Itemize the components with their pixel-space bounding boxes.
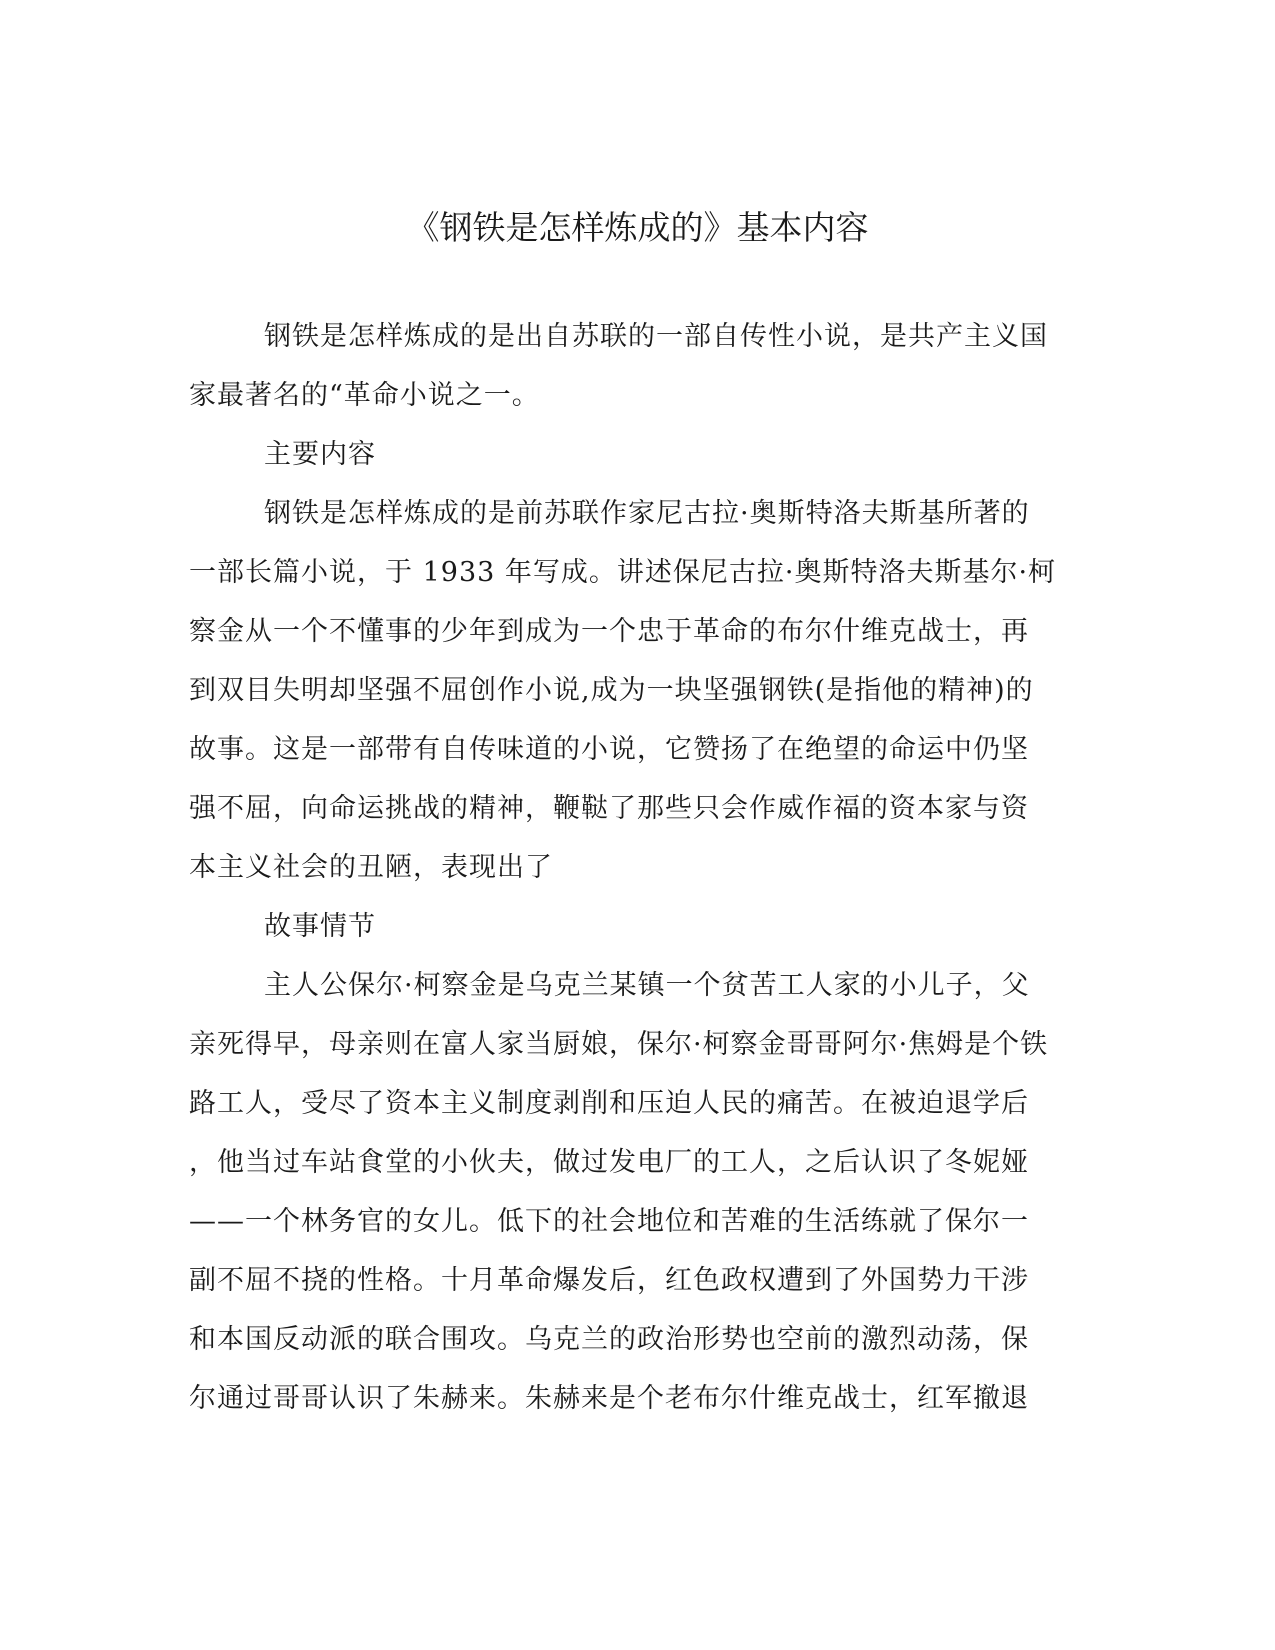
paragraph-line: 副不屈不挠的性格。十月革命爆发后，红色政权遭到了外国势力干涉 <box>189 1265 1029 1296</box>
paragraph-line: 和本国反动派的联合围攻。乌克兰的政治形势也空前的激烈动荡，保 <box>189 1324 1029 1355</box>
paragraph-line: 家最著名的“革命小说之一。 <box>189 380 540 411</box>
section-heading: 故事情节 <box>264 911 376 942</box>
section-heading: 主要内容 <box>264 439 376 470</box>
paragraph-line: 尔通过哥哥认识了朱赫来。朱赫来是个老布尔什维克战士，红军撤退 <box>189 1383 1029 1414</box>
document-title: 《钢铁是怎样炼成的》基本内容 <box>406 208 869 247</box>
paragraph-line: 主人公保尔·柯察金是乌克兰某镇一个贫苦工人家的小儿子，父 <box>264 970 1030 1001</box>
paragraph-line: 强不屈，向命运挑战的精神，鞭鞑了那些只会作威作福的资本家与资 <box>189 793 1029 824</box>
paragraph-line: 钢铁是怎样炼成的是出自苏联的一部自传性小说，是共产主义国 <box>264 321 1048 352</box>
paragraph-line: 亲死得早，母亲则在富人家当厨娘，保尔·柯察金哥哥阿尔·焦姆是个铁 <box>189 1029 1049 1060</box>
paragraph-line: ，他当过车站食堂的小伙夫，做过发电厂的工人，之后认识了冬妮娅 <box>189 1147 1029 1178</box>
paragraph-line: 路工人，受尽了资本主义制度剥削和压迫人民的痛苦。在被迫退学后 <box>189 1088 1029 1119</box>
paragraph-line: 本主义社会的丑陋，表现出了 <box>189 852 553 883</box>
paragraph-line: 钢铁是怎样炼成的是前苏联作家尼古拉·奥斯特洛夫斯基所著的 <box>264 498 1030 529</box>
paragraph-line: 故事。这是一部带有自传味道的小说，它赞扬了在绝望的命运中仍坚 <box>189 734 1029 765</box>
paragraph-line: 到双目失明却坚强不屈创作小说,成为一块坚强钢铁(是指他的精神)的 <box>189 675 1034 706</box>
paragraph-line: ——一个林务官的女儿。低下的社会地位和苦难的生活练就了保尔一 <box>189 1206 1029 1237</box>
paragraph-line: 一部长篇小说，于 1933 年写成。讲述保尼古拉·奥斯特洛夫斯基尔·柯 <box>189 557 1057 588</box>
paragraph-line: 察金从一个不懂事的少年到成为一个忠于革命的布尔什维克战士，再 <box>189 616 1029 647</box>
